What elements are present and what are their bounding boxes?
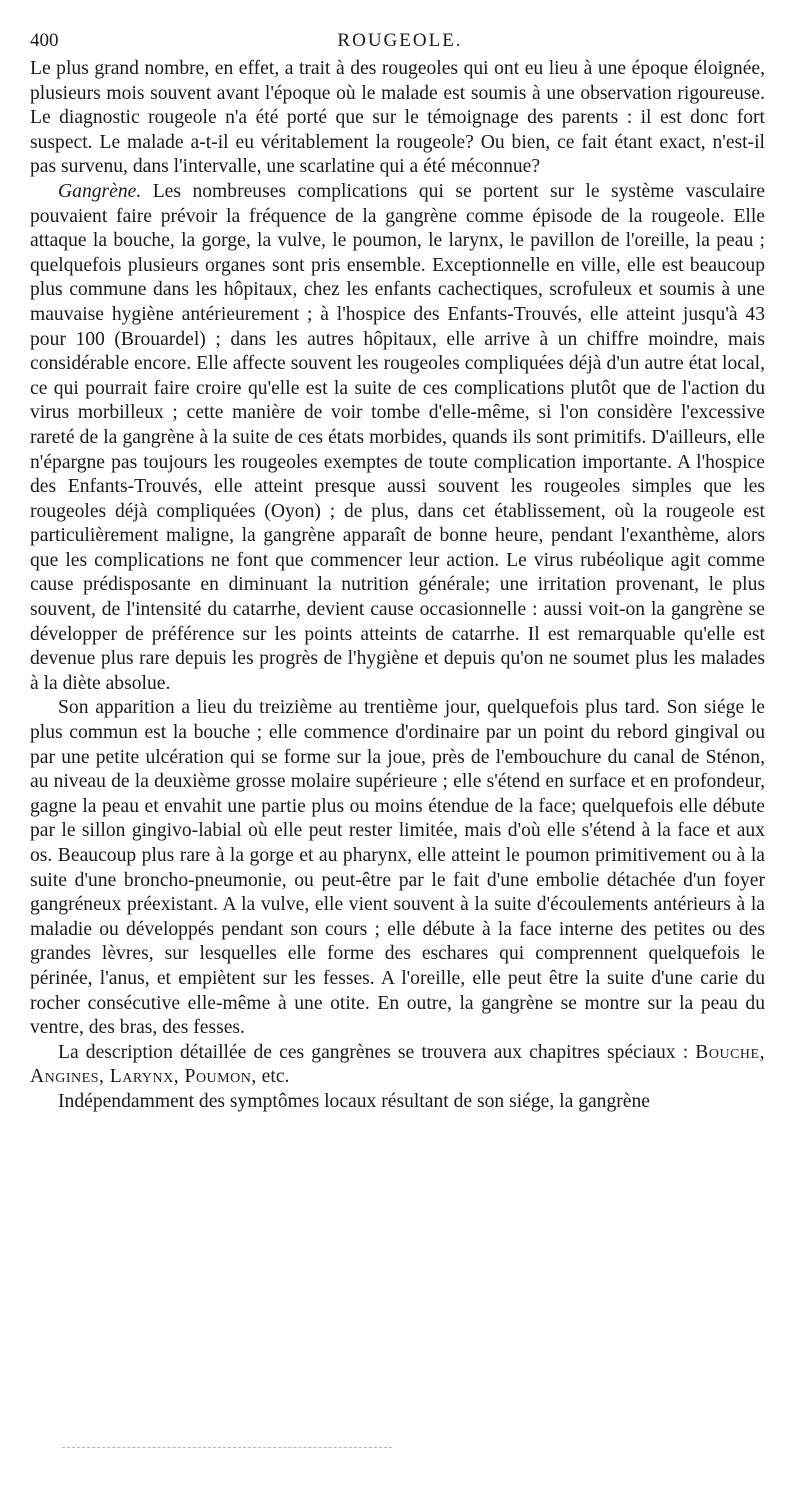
- chapter-references: Bouche, Angines, Larynx, Poumon,: [30, 1041, 765, 1088]
- footer-rule: [62, 1447, 392, 1448]
- paragraph-gangrene: [30, 180, 765, 696]
- body-text: [30, 57, 765, 1115]
- paragraph-3: Son apparition a lieu du treizième au trentième jour, quelquefois plus tard. Son siége le plus commun est la bouche ; elle commence d'ordinaire par un point du rebord gingival ou par une petite ulcération qui se forme sur la joue, près de l'embouchure du canal de Sténon, au niveau de la deuxième grosse molaire supérieure ; elle s'étend en surface et en profondeur, gagne la peau et envahit une partie plus ou moins étendue de la face; quelquefois elle débute par le sillon gingivo-labial où elle peut rester limitée, mais d'où elle s'étend à la face et aux os. Beaucoup plus rare à la gorge et au pharynx, elle atteint le poumon primitivement ou à la suite d'une broncho-pneumonie, ou peut-être par le fait d'une embolie détachée d'un foyer gangréneux préexistant. A la vulve, elle vient souvent à la suite d'écoulements antérieurs à la maladie ou développés pendant son cours ; elle débute à la face interne des petites ou des grandes lèvres, sur lesquelles elle forme des eschares qui comprennent quelquefois le périnée, l'anus, et empiètent sur les fesses. A l'oreille, elle peut être la suite d'une carie du rocher consécutive elle-même à une otite. En outre, la gangrène se montre sur la peau du ventre, des bras, des fesses.: [30, 697, 765, 1039]
- paragraph-1: Le plus grand nombre, en effet, a trait à des rougeoles qui ont eu lieu à une époque éloignée, plusieurs mois souvent avant l'époque où le malade est soumis à une observation rigoureuse. Le diagnostic rougeole n'a été porté que sur le témoignage des parents : il est donc fort suspect. Le malade a-t-il eu véritablement la rougeole? Ou bien, ce fait étant exact, n'est-il pas survenu, dans l'intervalle, une scarlatine qui a été méconnue?: [30, 58, 765, 178]
- paragraph-2-text: Les nombreuses complications qui se portent sur le système vasculaire pouvaient faire prévoir la fréquence de la gangrène comme épisode de la rougeole. Elle attaque la bouche, la gorge, la vulve, le poumon, le larynx, le pavillon de l'oreille, la peau ; quelquefois plusieurs organes sont pris ensemble. Exceptionnelle en ville, elle est beaucoup plus commune dans les hôpitaux, chez les enfants cachectiques, scrofuleux et soumis à une mauvaise hygiène antérieurement ; à l'hospice des Enfants-Trouvés, elle atteint jusqu'à 43 pour 100 (Brouardel) ; dans les autres hôpitaux, elle arrive à un chiffre moindre, mais considérable encore. Elle affecte souvent les rougeoles compliquées déjà d'un autre état local, ce qui pourrait faire croire qu'elle est la suite de ces complications plutôt que de l'action du virus morbilleux ; cette manière de voir tombe d'elle-même, si l'on considère l'excessive rareté de la gangrène à la suite de ces états morbides, quands ils sont primitifs. D'ailleurs, elle n'épargne pas toujours les rougeoles exemptes de toute complication importante. A l'hospice des Enfants-Trouvés, elle atteint presque aussi souvent les rougeoles simples que les rougeoles déjà compliquées (Oyon) ; de plus, dans cet établissement, où la rougeole est particulièrement maligne, la gangrène apparaît de bonne heure, pendant l'exanthème, alors que les complications ne font que commencer leur action. Le virus rubéolique agit comme cause prédisposante en diminuant la nutrition générale; une irritation provenant, le plus souvent, de l'intensité du catarrhe, devient cause occasionnelle : aussi voit-on la gangrène se développer de préférence sur les points atteints de catarrhe. Il est remarquable qu'elle est devenue plus rare depuis les progrès de l'hygiène et depuis qu'on ne soumet plus les malades à la diète absolue.: [30, 180, 765, 694]
- page-header: [30, 28, 770, 54]
- paragraph-4: [30, 1041, 765, 1090]
- paragraph-5: Indépendamment des symptômes locaux résultant de son siége, la gangrène: [58, 1090, 650, 1112]
- paragraph-4-end: etc.: [261, 1066, 290, 1088]
- section-heading-gangrene: Gangrène.: [58, 180, 142, 202]
- running-title: ROUGEOLE.: [337, 30, 463, 51]
- paragraph-4-intro: La description détaillée de ces gangrènes se trouvera aux chapitres spéciaux :: [58, 1041, 689, 1063]
- page-number: 400: [30, 30, 59, 51]
